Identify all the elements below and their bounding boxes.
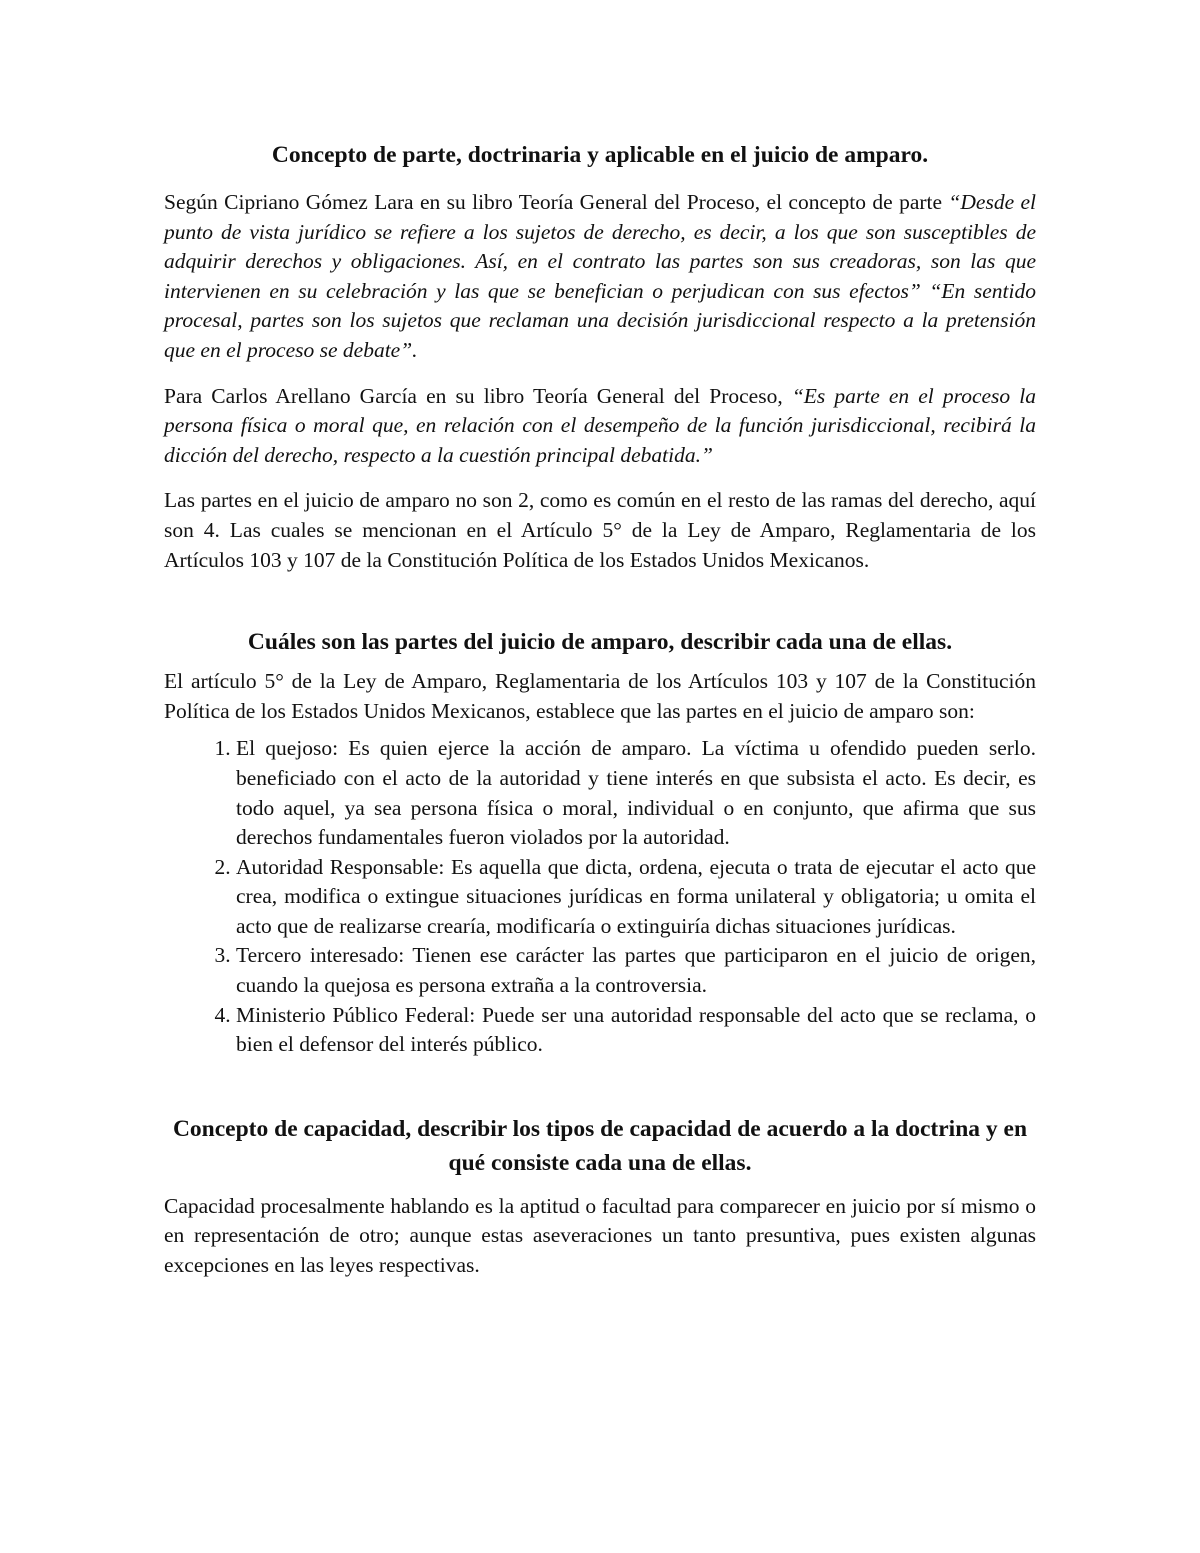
- paragraph-partes-amparo: Las partes en el juicio de amparo no son 2, como es común en el resto de las ramas del derecho, aquí son 4. Las cuales se mencionan en el Artículo 5° de la Ley de Amparo, Reglamentaria de los Artículos 103 y 107 de la Constitución Política de los Estados Unidos Mexicanos.: [164, 488, 1036, 572]
- paragraph-gomez-lara: [164, 188, 1036, 366]
- list-item-autoridad-responsable: 2. Autoridad Responsable: Es aquella que dicta, ordena, ejecuta o trata de ejecutar el acto que crea, modifica o extingue situaciones jurídicas en forma unilateral y obligatoria; u omita el acto que de realizarse crearía, modificaría o extinguiría dichas situaciones jurídicas.: [236, 853, 1036, 942]
- paragraph-text: Para Carlos Arellano García en su libro Teoría General del Proceso,: [164, 383, 792, 408]
- quote-text: “Es parte en el proceso la persona física o moral que, en relación con el desempeño de la función jurisdiccional, recibirá la dicción del derecho, respecto a la cuestión principal debatida.”: [164, 383, 1036, 467]
- section-heading-concepto-de-parte: Concepto de parte, doctrinaria y aplicable en el juicio de amparo.: [271, 142, 929, 168]
- paragraph-text: Según Cipriano Gómez Lara en su libro Teoría General del Proceso, el concepto de parte: [164, 190, 949, 214]
- document-page: [164, 138, 1036, 1281]
- paragraph-articulo-5: El artículo 5° de la Ley de Amparo, Reglamentaria de los Artículos 103 y 107 de la Constitución Política de los Estados Unidos Mexicanos, establece que las partes en el juicio de amparo son:: [164, 669, 1036, 723]
- list-item-quejoso: 1. El quejoso: Es quien ejerce la acción de amparo. La víctima u ofendido pueden serlo. beneficiado con el acto de la autoridad y tiene interés en que subsista el acto. Es decir, es todo aquel, ya sea persona física o moral, individual o en conjunto, que afirma que sus derechos fundamentales fueron violados por la autoridad.: [236, 734, 1036, 852]
- list-item-tercero-interesado: 3. Tercero interesado: Tienen ese carácter las partes que participaron en el juicio de origen, cuando la quejosa es persona extraña a la controversia.: [236, 941, 1036, 1000]
- section-heading-capacidad: Concepto de capacidad, describir los tipos de capacidad de acuerdo a la doctrina y en qué consiste cada una de ellas.: [172, 1115, 1028, 1176]
- section-heading-partes-juicio: Cuáles son las partes del juicio de amparo, describir cada una de ellas.: [247, 629, 953, 656]
- paragraph-capacidad: Capacidad procesalmente hablando es la aptitud o facultad para comparecer en juicio por sí mismo o en representación de otro; aunque estas aseveraciones un tanto presuntiva, pues existen algunas excepciones en las leyes respectivas.: [164, 1193, 1036, 1278]
- partes-list: [164, 734, 1036, 1060]
- paragraph-arellano-garcia: [164, 382, 1036, 471]
- list-item-ministerio-publico: 4. Ministerio Público Federal: Puede ser una autoridad responsable del acto que se reclama, o bien el defensor del interés público.: [236, 1001, 1036, 1060]
- quote-text: “Desde el punto de vista jurídico se refiere a los sujetos de derecho, es decir, a los que son susceptibles de adquirir derechos y obligaciones. Así, en el contrato las partes son sus creadoras, son las que intervienen en su celebración y las que se benefician o perjudican con sus efectos” “En sentido procesal, partes son los sujetos que reclaman una decisión jurisdiccional respecto a la pretensión que en el proceso se debate”.: [164, 190, 1036, 362]
